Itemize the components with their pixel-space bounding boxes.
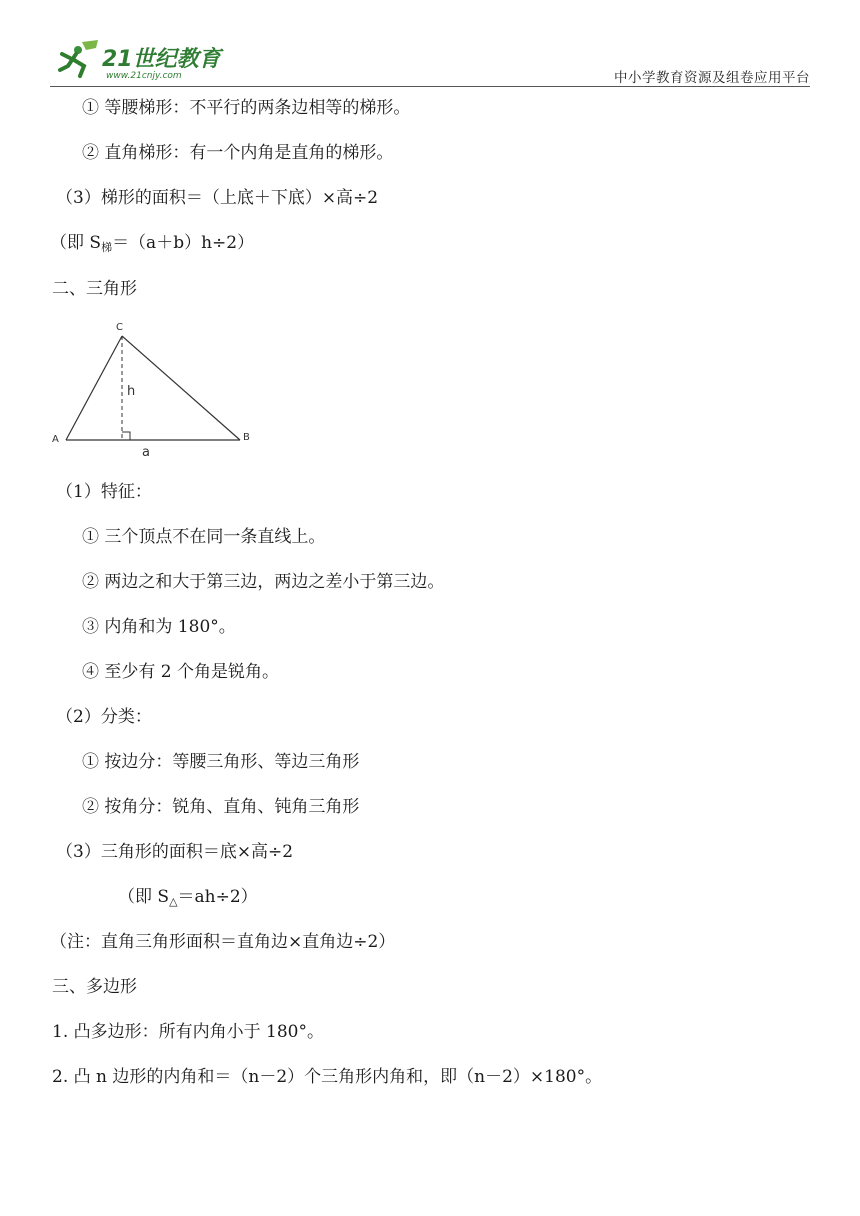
triangle-side-cb (122, 336, 240, 440)
runner-icon (60, 40, 98, 76)
polygon-item-1: 1. 凸多边形：所有内角小于 180°。 (52, 1022, 324, 1042)
vertex-label-b: B (243, 432, 250, 443)
platform-name: 中小学教育资源及组卷应用平台 (614, 70, 810, 86)
trapezoid-formula-prefix: （即 S (50, 233, 102, 253)
height-label-h: h (127, 384, 136, 399)
header-divider (50, 86, 810, 87)
logo-url: www.21cnjy.com (106, 71, 182, 81)
triangle-side-ac (66, 336, 122, 440)
triangle-formula-suffix: ＝ah÷2） (177, 887, 258, 907)
logo-text: 21世纪教育 (102, 47, 221, 72)
21cnjy-logo (56, 36, 256, 82)
classify-item-1: ① 按边分：等腰三角形、等边三角形 (82, 752, 360, 772)
triangle-formula (118, 886, 258, 913)
page-header (50, 36, 810, 88)
triangle-formula-sub: △ (169, 895, 178, 908)
vertex-label-a: A (52, 434, 59, 445)
trapezoid-formula-sub: 梯 (101, 241, 113, 254)
triangle-note: （注：直角三角形面积＝直角边×直角边÷2） (50, 932, 396, 952)
triangle-heading: 二、三角形 (52, 279, 137, 299)
classify-heading: （2）分类： (56, 707, 152, 727)
base-label-a: a (142, 445, 150, 460)
triangle-formula-prefix: （即 S (118, 887, 170, 907)
right-angle-mark (122, 432, 130, 440)
feature-item-1: ① 三个顶点不在同一条直线上。 (82, 527, 326, 547)
polygon-item-2: 2. 凸 n 边形的内角和＝（n－2）个三角形内角和，即（n－2）×180°。 (52, 1067, 603, 1087)
vertex-label-c: C (116, 322, 123, 333)
triangle-diagram (48, 316, 258, 462)
feature-item-4: ④ 至少有 2 个角是锐角。 (82, 662, 280, 682)
feature-item-2: ② 两边之和大于第三边，两边之差小于第三边。 (82, 572, 445, 592)
feature-item-3: ③ 内角和为 180°。 (82, 617, 236, 637)
trapezoid-formula (50, 232, 254, 259)
classify-item-2: ② 按角分：锐角、直角、钝角三角形 (82, 797, 360, 817)
trapezoid-area: （3）梯形的面积＝（上底＋下底）×高÷2 (56, 188, 379, 208)
trapezoid-item-1: ① 等腰梯形：不平行的两条边相等的梯形。 (82, 98, 411, 118)
trapezoid-item-2: ② 直角梯形：有一个内角是直角的梯形。 (82, 143, 394, 163)
features-heading: （1）特征： (56, 482, 152, 502)
trapezoid-formula-suffix: ＝（a＋b）h÷2） (112, 233, 255, 253)
triangle-area: （3）三角形的面积＝底×高÷2 (56, 842, 294, 862)
polygon-heading: 三、多边形 (52, 977, 137, 997)
